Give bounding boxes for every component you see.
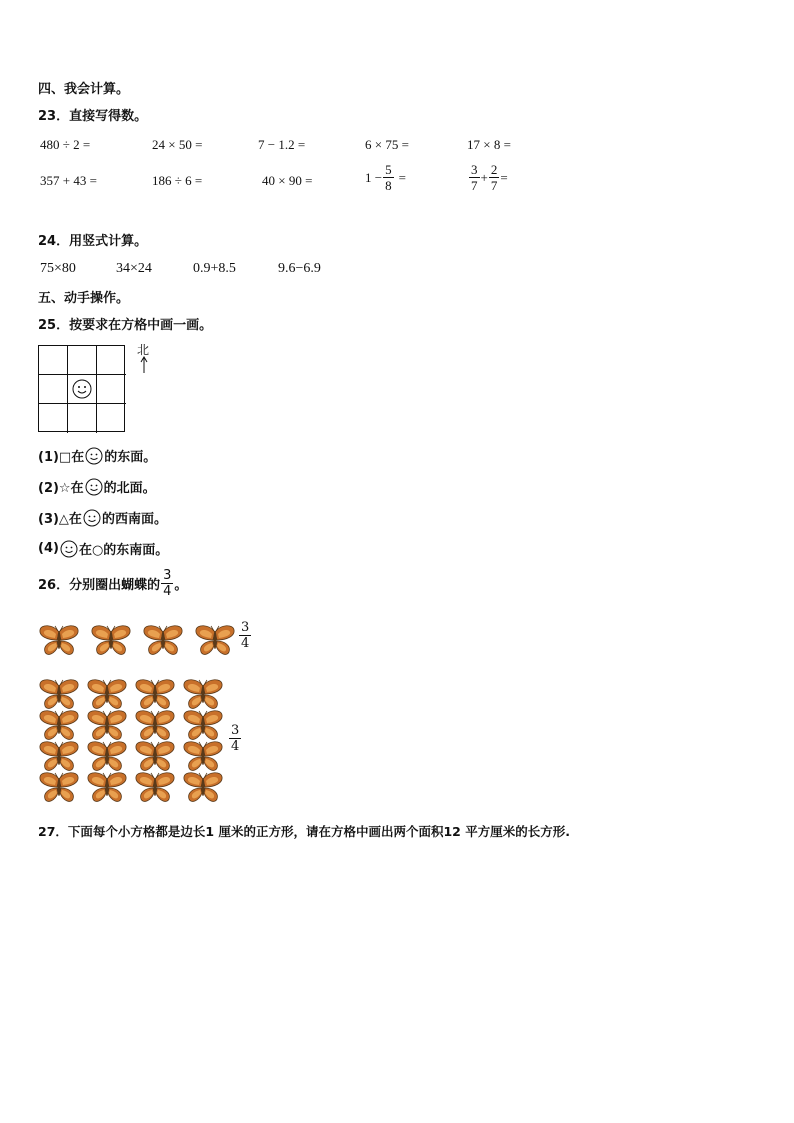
- butterfly-icon: [39, 740, 79, 774]
- q25-item-2-prefix: (2)☆在: [38, 481, 84, 496]
- smiley-icon: [60, 540, 78, 558]
- q23-expr-10-tail: =: [500, 169, 508, 185]
- fraction: [489, 162, 500, 193]
- q24-item-1: 75×80: [40, 261, 76, 276]
- q25-item-1: [38, 446, 156, 465]
- butterfly-icon: [87, 709, 127, 743]
- smiley-icon: [83, 509, 101, 527]
- q27-title: 27．下面每个小方格都是边长1 厘米的正方形，请在方格中画出两个面积12 平方厘米的长方形.: [38, 824, 570, 839]
- smiley-icon: [68, 375, 96, 403]
- denominator: 7: [471, 178, 478, 193]
- fraction: [161, 568, 173, 599]
- denominator: 8: [385, 178, 392, 193]
- group-2-fraction: [229, 723, 241, 754]
- q24-title: 24．用竖式计算。: [38, 234, 148, 249]
- q23-expr-6: 357 + 43 =: [40, 173, 97, 188]
- butterfly-icon: [135, 771, 175, 805]
- grid-cell[interactable]: [39, 346, 68, 375]
- q25-title: 25．按要求在方格中画一画。: [38, 318, 213, 333]
- numerator: 5: [385, 162, 392, 177]
- fraction: [383, 162, 394, 193]
- grid-cell[interactable]: [97, 346, 126, 375]
- q26-title-text: 26．分别圈出蝴蝶的: [38, 578, 161, 593]
- q25-item-3-suffix: 的西南面。: [101, 512, 167, 527]
- numerator: 3: [163, 568, 172, 583]
- butterfly-icon: [183, 771, 223, 805]
- butterfly-icon: [39, 678, 79, 712]
- butterfly-icon: [135, 740, 175, 774]
- q24-item-3: 0.9+8.5: [193, 261, 236, 276]
- q23-expr-8: 40 × 90 =: [262, 173, 313, 188]
- q26-title-end: 。: [174, 578, 188, 593]
- grid-cell[interactable]: [68, 346, 97, 375]
- q23-expr-7: 186 ÷ 6 =: [152, 173, 203, 188]
- butterfly-icon: [39, 771, 79, 805]
- denominator: 4: [163, 584, 172, 599]
- q25-item-1-prefix: (1)□在: [38, 450, 85, 465]
- grid-cell-center[interactable]: [68, 375, 97, 404]
- butterfly-icon: [135, 709, 175, 743]
- butterfly-icon: [87, 771, 127, 805]
- numerator: 2: [490, 162, 498, 177]
- group-1-fraction: [239, 620, 251, 651]
- section-4-title: 四、我会计算。: [38, 82, 130, 97]
- grid-cell[interactable]: [39, 375, 68, 404]
- butterfly-icon: [183, 678, 223, 712]
- butterfly-icon: [39, 709, 79, 743]
- fraction: [469, 162, 480, 193]
- grid-cell[interactable]: [68, 404, 97, 433]
- q25-item-4-suffix: 在○的东南面。: [78, 543, 169, 558]
- grid-cell[interactable]: [39, 404, 68, 433]
- denominator: 4: [241, 636, 250, 651]
- q25-item-3-prefix: (3)△在: [38, 512, 82, 527]
- direction-grid[interactable]: [38, 345, 125, 432]
- operator: +: [480, 169, 488, 185]
- q24-item-4: 9.6−6.9: [278, 261, 321, 276]
- butterfly-icon: [87, 678, 127, 712]
- q23-expr-2: 24 × 50 =: [152, 137, 203, 152]
- denominator: 4: [231, 739, 240, 754]
- butterfly-icon: [183, 740, 223, 774]
- north-label: 北: [137, 343, 150, 357]
- butterfly-icon: [91, 624, 131, 658]
- q23-expr-5: 17 × 8 =: [467, 137, 511, 152]
- q25-item-2-suffix: 的北面。: [103, 481, 156, 496]
- q23-expr-9: [365, 162, 406, 193]
- q25-item-1-suffix: 的东面。: [104, 450, 157, 465]
- butterfly-icon: [143, 624, 183, 658]
- grid-cell[interactable]: [97, 404, 126, 433]
- numerator: 3: [231, 723, 240, 738]
- q23-expr-9-lead: 1 −: [365, 169, 383, 185]
- q25-item-3: [38, 508, 167, 527]
- q23-title: 23．直接写得数。: [38, 109, 148, 124]
- smiley-icon: [85, 478, 103, 496]
- q23-expr-1: 480 ÷ 2 =: [40, 137, 91, 152]
- q23-expr-3: 7 − 1.2 =: [258, 137, 306, 152]
- q25-item-4-prefix: (4): [38, 541, 59, 556]
- numerator: 3: [241, 620, 250, 635]
- q25-item-4: [38, 539, 168, 558]
- north-arrow-icon: [140, 356, 148, 374]
- q23-expr-9-tail: =: [398, 169, 406, 185]
- denominator: 7: [490, 178, 498, 193]
- section-5-title: 五、动手操作。: [38, 291, 130, 306]
- q23-expr-10: [468, 162, 508, 193]
- butterfly-icon: [87, 740, 127, 774]
- q23-expr-4: 6 × 75 =: [365, 137, 409, 152]
- smiley-icon: [85, 447, 103, 465]
- butterfly-icon: [39, 624, 79, 658]
- q26-title: [38, 568, 187, 599]
- butterfly-icon: [195, 624, 235, 658]
- butterfly-icon: [135, 678, 175, 712]
- q24-item-2: 34×24: [116, 261, 152, 276]
- numerator: 3: [471, 162, 478, 177]
- grid-cell[interactable]: [97, 375, 126, 404]
- q25-item-2: [38, 477, 156, 496]
- butterfly-icon: [183, 709, 223, 743]
